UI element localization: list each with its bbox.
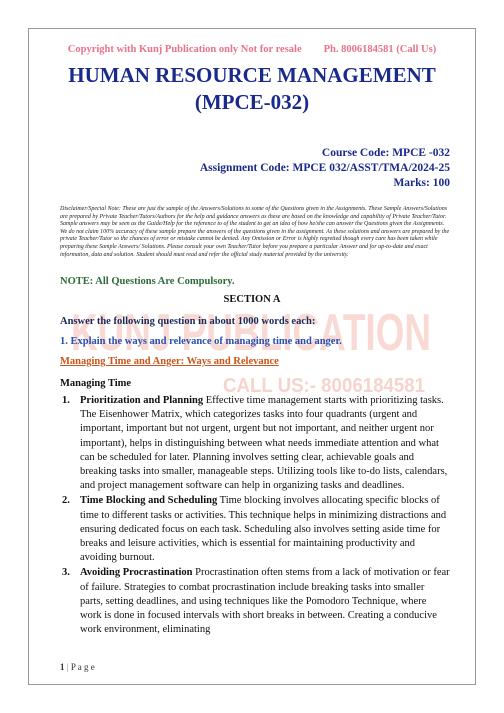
note-compulsory: NOTE: All Questions Are Compulsory. [60,276,235,287]
item-text: Effective time management starts with prioritizing tasks. The Eisenhower Matrix, which categorizes tasks into four quadrants (urgent and important, important but not urgent, urgent but not important, and neither urgent nor important), helps in distinguishing between what needs immediate attention and what can be scheduled for later. Planning involves setting clear, achievable goals and breaking tasks into smaller, manageable steps. Utilizing tools like to-do lists, calendars, and project management software can help in organizing tasks and deadlines. [80,395,448,492]
page-separator: | [64,662,71,672]
item-lead: Time Blocking and Scheduling [80,495,218,507]
item-number: 2. [62,495,70,507]
managing-time-heading: Managing Time [60,378,132,389]
assignment-code: Assignment Code: MPCE 032/ASST/TMA/2024-25 [199,162,450,174]
list-item [60,394,450,493]
page-label: P a g e [70,662,95,672]
copyright-header [40,44,464,55]
phone-text: Ph. 8006184581 (Call Us) [323,44,437,55]
instruction: Answer the following question in about 1000 words each: [60,316,316,327]
item-number: 1. [62,395,70,406]
item-lead: Prioritization and Planning [80,395,204,406]
marks: Marks: 100 [393,177,450,189]
strategy-list [60,394,450,638]
page-number: 1 [60,662,65,672]
title-line-2: (MPCE-032) [194,90,310,114]
disclaimer: Disclaimer/Special Note: These are just the sample of the Answers/Solutions to some of the Questions given in the Assignments. These Sample Answers/Solutions are prepared by Private Teacher/Tutors/Authors for the help and guidance answers as these are based on the knowledge and capability of Private Teacher/Tutor. Sample answers may be seen as the Guide/Help for the reference to of the student to get an idea of how he/she can answer the Questions given the Assignments. We do not claim 100% accuracy of these sample prepare the answers of the questions given in the assignment. As these solutions and answers are prepared by the private Teacher/Tutor so the chances of error or mistake cannot be denied. Any Omission or Error is highly regretted though every care has been taken while preparing these Sample Answers/ Solutions. Please consult your own Teacher/Tutor before you prepare a particular Answer and for up-to-date and exact information, data and solution. Student should must read and refer the official study material provided by the university. [60,206,450,258]
title-line-1: HUMAN RESOURCE MANAGEMENT [68,63,436,87]
list-item [60,566,450,637]
question-1: 1. Explain the ways and relevance of managing time and anger. [60,336,342,347]
watermark-call: CALL US:- 8006184581 [223,375,425,397]
document-title [40,62,464,116]
item-number: 3. [62,567,70,579]
item-text: Procrastination often stems from a lack of motivation or fear of failure. Strategies to combat procrastination include breaking tasks into smaller parts, setting deadlines, and using techniques like the Pomodoro Technique, where work is done in focused intervals with short breaks in between. Creating a conducive work environment, eliminating [80,567,450,636]
answer-subheading: Managing Time and Anger: Ways and Relevance [60,356,279,367]
page-footer [60,662,95,672]
course-code: Course Code: MPCE -032 [321,147,450,159]
list-item [60,494,450,565]
section-heading: SECTION A [223,294,281,305]
copyright-text: Copyright with Kunj Publication only Not for resale [67,44,302,55]
course-codes [200,146,450,191]
item-lead: Avoiding Procrastination [80,567,193,579]
item-text: Time blocking involves allocating specific blocks of time to different tasks or activities. This technique helps in minimizing distractions and ensuring dedicated focus on each task. Scheduling also involves setting aside time for breaks and leisure activities, which is essential for maintaining productivity and avoiding burnout. [80,495,447,564]
watermark-brand: KUNJ PUBLICATION [71,304,431,362]
